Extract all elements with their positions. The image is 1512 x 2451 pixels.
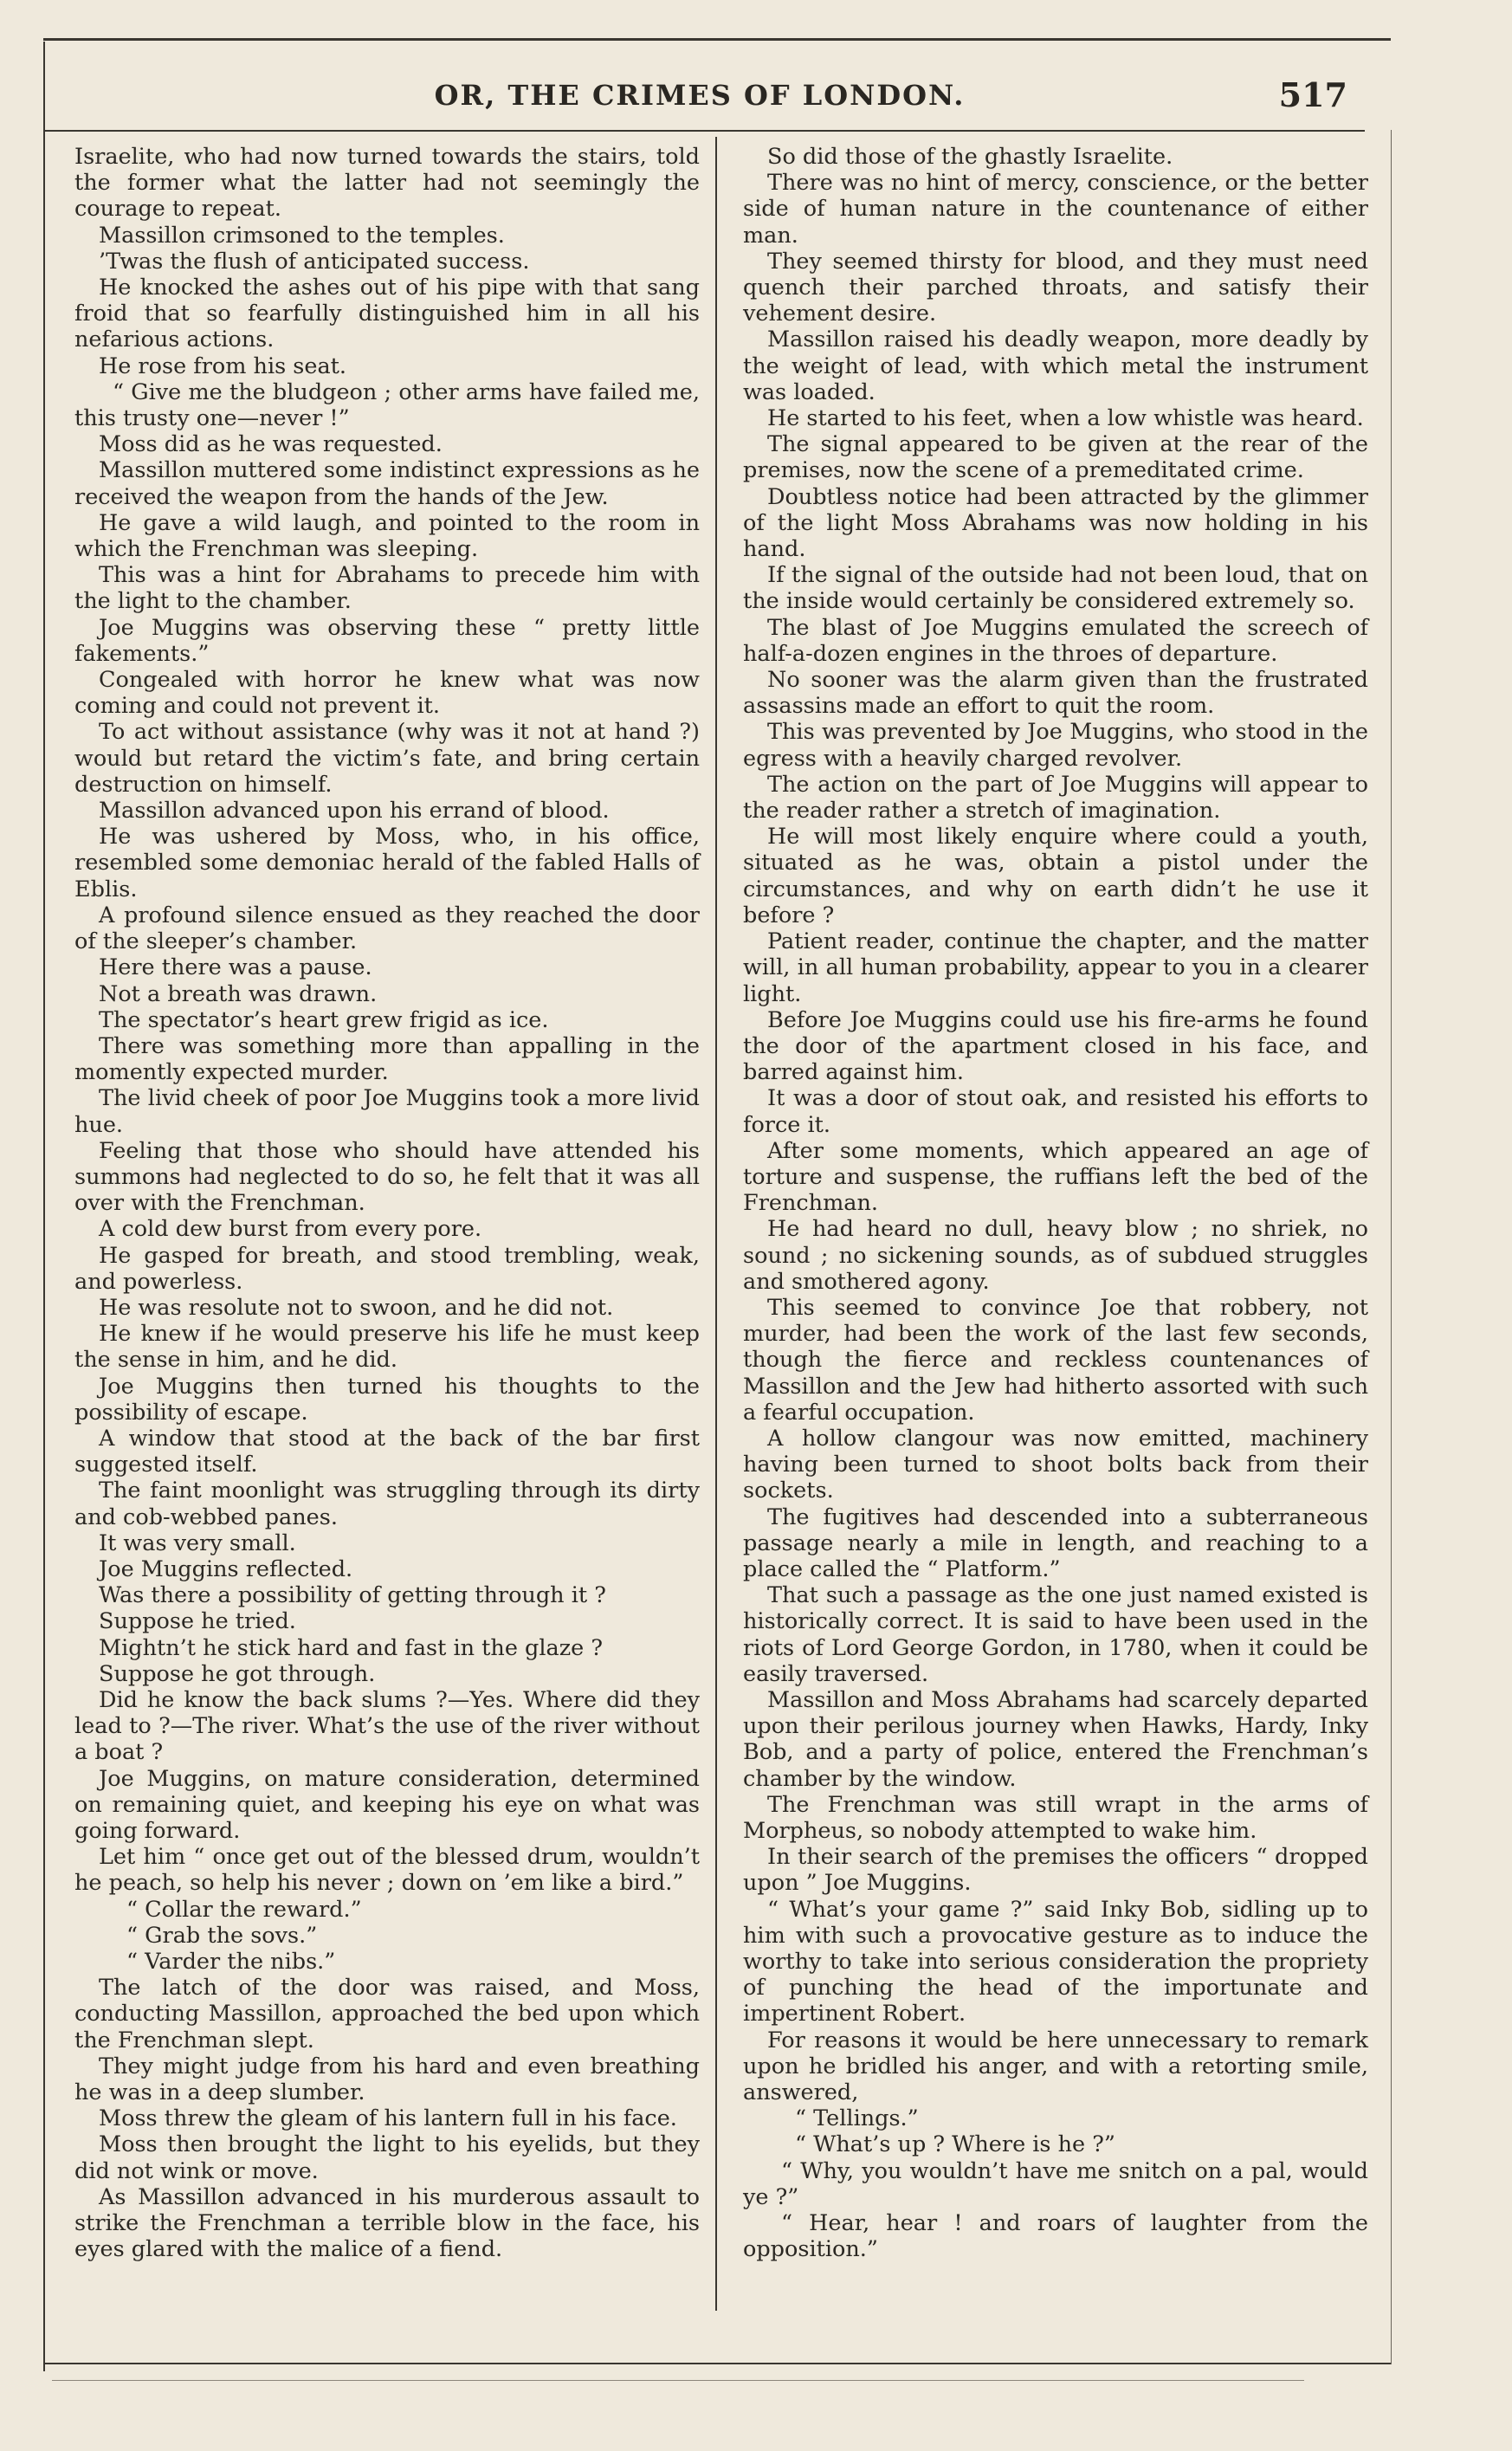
column-divider: [715, 137, 717, 2311]
paragraph: “ Hear, hear ! and roars of laughter from the opposition.”: [743, 2210, 1368, 2263]
paragraph: A window that stood at the back of the bar first suggested itself.: [74, 1425, 700, 1478]
paragraph: There was something more than appalling in the momently expected murder.: [74, 1032, 700, 1086]
page-header: [43, 73, 1356, 133]
paragraph: He gave a wild laugh, and pointed to the room in which the Frenchman was sleeping.: [74, 509, 700, 563]
paragraph: Congealed with horror he knew what was now coming and could not prevent it.: [74, 667, 700, 720]
paragraph: Was there a possibility of getting through it ?: [99, 1582, 606, 1609]
paragraph: To act without assistance (why was it not at hand ?) would but retard the victim’s fate, and bring certain destruction on himself.: [74, 719, 700, 798]
right-border: [1391, 130, 1392, 2364]
paragraph: “ Tellings.”: [795, 2105, 919, 2132]
header-rule: [43, 130, 1365, 132]
left-border: [43, 42, 45, 2371]
paragraph: For reasons it would be here unnecessary to remark upon he bridled his anger, and with a retorting smile, answered,: [743, 2027, 1368, 2106]
paragraph: No sooner was the alarm given than the frustrated assassins made an effort to quit the room.: [743, 667, 1368, 720]
paragraph: Massillon raised his deadly weapon, more deadly by the weight of lead, with which metal the instrument was loaded.: [743, 327, 1368, 405]
paragraph: Here there was a pause.: [99, 954, 372, 981]
paragraph: The fugitives had descended into a subterraneous passage nearly a mile in length, and reaching to a place called the “ Platform.”: [743, 1504, 1368, 1582]
paragraph: The Frenchman was still wrapt in the arms of Morpheus, so nobody attempted to wake him.: [743, 1791, 1368, 1844]
paragraph: Israelite, who had now turned towards the stairs, told the former what the latter had not seemingly the courage to repeat.: [74, 144, 700, 223]
paragraph: It was very small.: [99, 1529, 296, 1556]
paragraph: He knocked the ashes out of his pipe with that sang froid that so fearfully distinguished him in all his nefarious actions.: [74, 275, 700, 353]
paragraph: The blast of Joe Muggins emulated the screech of half-a-dozen engines in the throes of departure.: [743, 614, 1368, 667]
paragraph: The livid cheek of poor Joe Muggins took a more livid hue.: [74, 1085, 700, 1138]
paragraph: He will most likely enquire where could a youth, situated as he was, obtain a pistol under the circumstances, and why on earth didn’t he use it before ?: [743, 824, 1368, 928]
paragraph: Moss did as he was requested.: [99, 431, 443, 458]
paragraph: A profound silence ensued as they reached the door of the sleeper’s chamber.: [74, 902, 700, 955]
paragraph: Joe Muggins, on mature consideration, determined on remaining quiet, and keeping his eye on what was going forward.: [74, 1765, 700, 1844]
paragraph: This was a hint for Abrahams to precede him with the light to the chamber.: [74, 562, 700, 615]
running-title: OR, THE CRIMES OF LONDON.: [434, 79, 966, 112]
paragraph: He was ushered by Moss, who, in his office, resembled some demoniac herald of the fabled Halls of Eblis.: [74, 824, 700, 902]
paragraph: Joe Muggins then turned his thoughts to the possibility of escape.: [74, 1373, 700, 1426]
bottom-rule-secondary: [52, 2380, 1304, 2381]
paragraph: Moss then brought the light to his eyelids, but they did not wink or move.: [74, 2131, 700, 2184]
paragraph: “ Collar the reward.”: [126, 1896, 362, 1923]
paragraph: He knew if he would preserve his life he must keep the sense in him, and he did.: [74, 1321, 700, 1374]
paragraph: The latch of the door was raised, and Moss, conducting Massillon, approached the bed upon which the Frenchman slept.: [74, 1975, 700, 2053]
paragraph: “ What’s up ? Where is he ?”: [795, 2131, 1115, 2158]
paragraph: Joe Muggins reflected.: [99, 1555, 353, 1582]
paragraph: Patient reader, continue the chapter, and the matter will, in all human probability, appear to you in a clearer light.: [743, 928, 1368, 1007]
paragraph: Feeling that those who should have attended his summons had neglected to do so, he felt that it was all over with the Frenchman.: [74, 1137, 700, 1217]
paragraph: A cold dew burst from every pore.: [99, 1216, 482, 1243]
paragraph: They seemed thirsty for blood, and they must need quench their parched throats, and satisfy their vehement desire.: [743, 248, 1368, 327]
paragraph: He was resolute not to swoon, and he did not.: [99, 1294, 614, 1321]
bottom-rule: [43, 2363, 1391, 2364]
paragraph: This was prevented by Joe Muggins, who stood in the egress with a heavily charged revolver.: [743, 719, 1368, 772]
paragraph: So did those of the ghastly Israelite.: [767, 144, 1173, 170]
paragraph: Suppose he tried.: [99, 1608, 296, 1635]
paragraph: As Massillon advanced in his murderous assault to strike the Frenchman a terrible blow in the face, his eyes glared with the malice of a fiend.: [74, 2183, 700, 2263]
paragraph: Joe Muggins was observing these “ pretty little fakements.”: [74, 614, 700, 667]
paragraph: The action on the part of Joe Muggins will appear to the reader rather a stretch of imagination.: [743, 771, 1368, 825]
top-rule: [43, 38, 1391, 41]
paragraph: After some moments, which appeared an age of torture and suspense, the ruffians left the bed of the Frenchman.: [743, 1137, 1368, 1217]
paragraph: If the signal of the outside had not been loud, that on the inside would certainly be considered extremely so.: [743, 562, 1368, 615]
paragraph: He gasped for breath, and stood trembling, weak, and powerless.: [74, 1242, 700, 1295]
paragraph: The faint moonlight was struggling through its dirty and cob-webbed panes.: [74, 1478, 700, 1530]
paragraph: ’Twas the flush of anticipated success.: [99, 248, 530, 275]
paragraph: “ Give me the bludgeon ; other arms have failed me, this trusty one—never !”: [74, 378, 700, 432]
paragraph: The signal appeared to be given at the rear of the premises, now the scene of a premeditated crime.: [743, 431, 1368, 484]
paragraph: In their search of the premises the officers “ dropped upon ” Joe Muggins.: [743, 1844, 1368, 1897]
paragraph: Let him “ once get out of the blessed drum, wouldn’t he peach, so help his never ; down on ’em like a bird.”: [74, 1844, 700, 1897]
paragraph: That such a passage as the one just named existed is historically correct. It is said to have been used in the riots of Lord George Gordon, in 1780, when it could be easily traversed.: [743, 1582, 1368, 1687]
paragraph: They might judge from his hard and even breathing he was in a deep slumber.: [74, 2053, 700, 2106]
paragraph: Massillon and Moss Abrahams had scarcely departed upon their perilous journey when Hawks, Hardy, Inky Bob, and a party of police, entered the Frenchman’s chamber by the window.: [743, 1686, 1368, 1792]
right-column: [743, 144, 1368, 2262]
paragraph: Mightn’t he stick hard and fast in the glaze ?: [99, 1634, 604, 1661]
paragraph: He had heard no dull, heavy blow ; no shriek, no sound ; no sickening sounds, as of subdued struggles and smothered agony.: [743, 1216, 1368, 1295]
paragraph: A hollow clangour was now emitted, machinery having been turned to shoot bolts back from their sockets.: [743, 1425, 1368, 1504]
paragraph: “ Varder the nibs.”: [126, 1949, 336, 1976]
page-number: 517: [1278, 75, 1347, 114]
paragraph: He started to his feet, when a low whistle was heard.: [767, 405, 1364, 432]
paragraph: He rose from his seat.: [99, 352, 347, 379]
paragraph: Doubtless notice had been attracted by the glimmer of the light Moss Abrahams was now holding in his hand.: [743, 483, 1368, 563]
paragraph: There was no hint of mercy, conscience, or the better side of human nature in the countenance of either man.: [743, 170, 1368, 249]
paragraph: Before Joe Muggins could use his fire-arms he found the door of the apartment closed in his face, and barred against him.: [743, 1006, 1368, 1086]
paragraph: This seemed to convince Joe that robbery, not murder, had been the work of the last few seconds, though the fierce and reckless countenances of Massillon and the Jew had hitherto assorted with such a fearful occupation.: [743, 1294, 1368, 1426]
paragraph: Massillon crimsoned to the temples.: [99, 222, 505, 249]
paragraph: The spectator’s heart grew frigid as ice.: [99, 1006, 549, 1033]
paragraph: Massillon muttered some indistinct expressions as he received the weapon from the hands of the Jew.: [74, 457, 700, 510]
paragraph: “ Why, you wouldn’t have me snitch on a pal, would ye ?”: [743, 2157, 1368, 2210]
paragraph: “ What’s your game ?” said Inky Bob, sidling up to him with such a provocative gesture as to induce the worthy to take into serious consideration the propriety of punching the head of the importunate and impertinent Robert.: [743, 1896, 1368, 2027]
paragraph: “ Grab the sovs.”: [126, 1922, 318, 1949]
paragraph: Suppose he got through.: [99, 1660, 376, 1687]
paragraph: Not a breath was drawn.: [99, 980, 378, 1007]
paragraph: Moss threw the gleam of his lantern full in his face.: [99, 2105, 677, 2132]
left-column: [74, 144, 700, 2262]
paragraph: Did he know the back slums ?—Yes. Where did they lead to ?—The river. What’s the use of the river without a boat ?: [74, 1686, 700, 1766]
paragraph: It was a door of stout oak, and resisted his efforts to force it.: [743, 1085, 1368, 1138]
paragraph: Massillon advanced upon his errand of blood.: [99, 798, 610, 825]
